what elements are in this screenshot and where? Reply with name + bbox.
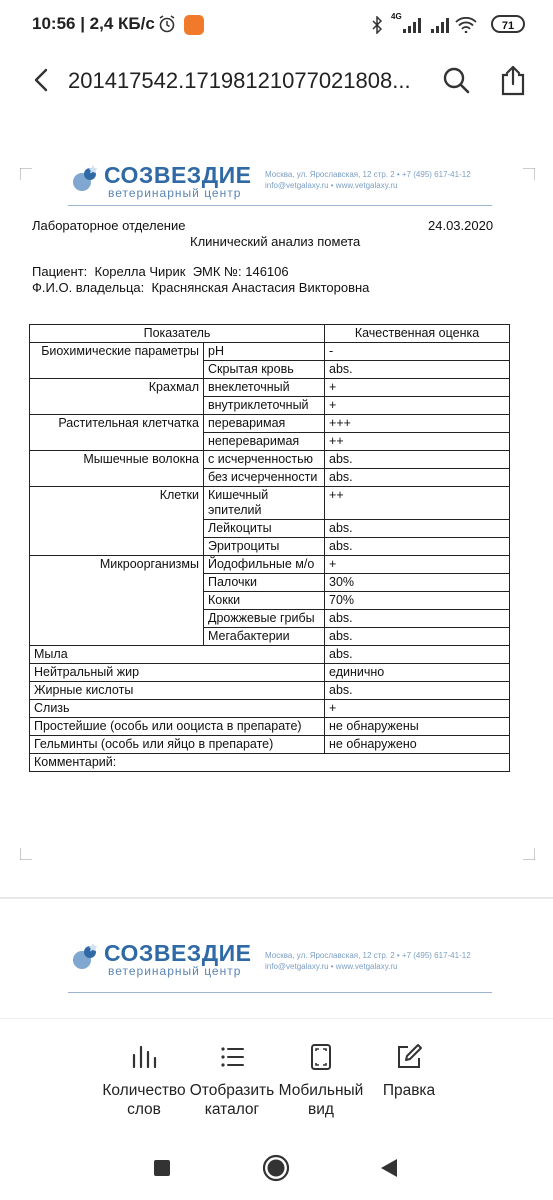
bottom-menu	[0, 1018, 553, 1137]
table-row	[30, 415, 510, 433]
mobile-view-icon	[307, 1043, 335, 1071]
crop-mark-icon	[523, 848, 535, 860]
row-subindicator: внеклеточный	[204, 379, 325, 397]
back-triangle-icon[interactable]	[378, 1157, 400, 1179]
table-row	[30, 451, 510, 469]
mobile-view-label: Мобильный вид	[278, 1082, 364, 1118]
clinic-logo	[68, 162, 258, 202]
clinic-subtitle: ветеринарный центр	[108, 186, 242, 200]
table-row	[30, 700, 510, 718]
table-row	[30, 433, 510, 451]
row-indicator: Мыла	[30, 646, 325, 664]
table-row	[30, 682, 510, 700]
table-row	[30, 538, 510, 556]
search-icon[interactable]	[441, 65, 471, 95]
row-category: Мышечные волокна	[30, 451, 204, 469]
row-category	[30, 361, 204, 379]
status-bar	[0, 0, 553, 50]
row-category: Микроорганизмы	[30, 556, 204, 574]
patient-name: Корелла Чирик	[94, 264, 186, 279]
table-row	[30, 646, 510, 664]
table-row	[30, 556, 510, 574]
row-subindicator: Йодофильные м/о	[204, 556, 325, 574]
row-result: abs.	[325, 520, 510, 538]
row-indicator: Простейшие (особь или ооциста в препарате)	[30, 718, 325, 736]
row-result: abs.	[325, 538, 510, 556]
row-result: единично	[325, 664, 510, 682]
list-icon	[218, 1043, 246, 1071]
table-row	[30, 736, 510, 754]
show-catalog-button[interactable]	[182, 1043, 282, 1119]
row-category	[30, 610, 204, 628]
emk-label: ЭМК №:	[192, 264, 242, 279]
report-date: 24.03.2020	[428, 218, 494, 233]
results-table	[29, 324, 510, 772]
row-result: ++	[325, 487, 510, 520]
department: Лабораторное отделение	[32, 218, 186, 233]
row-result: не обнаружено	[325, 736, 510, 754]
crop-mark-icon	[20, 848, 32, 860]
paw-star-icon	[68, 940, 104, 976]
row-subindicator: Мегабактерии	[204, 628, 325, 646]
row-category: Крахмал	[30, 379, 204, 397]
header-divider	[68, 205, 492, 206]
status-icons	[371, 12, 531, 35]
battery-indicator: 71	[491, 15, 525, 33]
edit-button[interactable]	[359, 1043, 459, 1100]
patient-label: Пациент:	[32, 264, 88, 279]
row-subindicator: без исчерченности	[204, 469, 325, 487]
signal-icon-1	[401, 17, 423, 33]
table-row	[30, 343, 510, 361]
page-separator	[0, 897, 553, 899]
row-category	[30, 574, 204, 592]
table-row	[30, 574, 510, 592]
back-arrow-icon[interactable]	[28, 66, 56, 94]
row-indicator: Жирные кислоты	[30, 682, 325, 700]
row-indicator: Слизь	[30, 700, 325, 718]
network-type: 4G	[391, 12, 402, 21]
row-category	[30, 592, 204, 610]
row-result: +	[325, 379, 510, 397]
system-navigation-bar	[0, 1140, 553, 1200]
table-row	[30, 397, 510, 415]
row-indicator: Нейтральный жир	[30, 664, 325, 682]
document-page-2	[0, 900, 553, 1018]
table-header-row	[30, 325, 510, 343]
row-result: abs.	[325, 646, 510, 664]
edit-icon	[395, 1043, 423, 1071]
row-category	[30, 538, 204, 556]
emk-number: 146106	[245, 264, 289, 279]
mobile-view-button[interactable]	[271, 1043, 371, 1119]
crop-mark-icon	[20, 168, 32, 180]
share-icon[interactable]	[498, 64, 528, 96]
row-category	[30, 397, 204, 415]
table-row	[30, 379, 510, 397]
crop-mark-icon	[523, 168, 535, 180]
row-subindicator: pH	[204, 343, 325, 361]
table-row	[30, 469, 510, 487]
row-result: ++	[325, 433, 510, 451]
edit-label: Правка	[382, 1082, 436, 1099]
row-indicator: Гельминты (особь или яйцо в препарате)	[30, 736, 325, 754]
clinic-logo-page-2	[68, 940, 258, 980]
row-subindicator: переваримая	[204, 415, 325, 433]
row-result: abs.	[325, 361, 510, 379]
column-header-indicator: Показатель	[30, 325, 325, 343]
table-row-comment	[30, 754, 510, 772]
app-notification-icon	[184, 15, 204, 35]
row-result: abs.	[325, 451, 510, 469]
row-subindicator: внутриклеточный	[204, 397, 325, 415]
row-subindicator: Дрожжевые грибы	[204, 610, 325, 628]
owner-name: Краснянская Анастасия Викторовна	[151, 280, 370, 295]
table-row	[30, 610, 510, 628]
signal-icon-2	[429, 17, 451, 33]
table-row	[30, 628, 510, 646]
row-result: +++	[325, 415, 510, 433]
row-result: 70%	[325, 592, 510, 610]
table-row	[30, 592, 510, 610]
owner-label: Ф.И.О. владельца:	[32, 280, 145, 295]
row-result: +	[325, 556, 510, 574]
word-count-button[interactable]	[94, 1043, 194, 1119]
clinic-name: СОЗВЕЗДИЕ	[104, 162, 252, 188]
comment-label: Комментарий:	[30, 754, 510, 772]
word-count-label: Количество слов	[102, 1082, 186, 1118]
owner-line	[32, 280, 369, 295]
row-category: Растительная клетчатка	[30, 415, 204, 433]
patient-line	[32, 264, 289, 279]
row-category	[30, 628, 204, 646]
row-result: -	[325, 343, 510, 361]
row-category: Биохимические параметры	[30, 343, 204, 361]
table-row	[30, 361, 510, 379]
home-icon[interactable]	[262, 1154, 290, 1182]
row-category: Клетки	[30, 487, 204, 520]
paw-star-icon	[68, 162, 104, 198]
show-catalog-label: Отобразить каталог	[189, 1082, 275, 1118]
wifi-icon	[455, 17, 477, 33]
clinic-address: Москва, ул. Ярославская, 12 стр. 2 • +7 (495) 617-41-12	[265, 170, 471, 179]
row-subindicator: Кокки	[204, 592, 325, 610]
clinic-name: СОЗВЕЗДИЕ	[104, 940, 252, 966]
row-category	[30, 469, 204, 487]
alarm-icon	[158, 15, 176, 33]
row-subindicator: непереваримая	[204, 433, 325, 451]
table-row	[30, 520, 510, 538]
clinic-contacts: info@vetgalaxy.ru • www.vetgalaxy.ru	[265, 181, 398, 190]
document-title: 201417542.17198121077021808...	[68, 68, 411, 93]
clinic-contacts: info@vetgalaxy.ru • www.vetgalaxy.ru	[265, 962, 398, 971]
row-result: abs.	[325, 610, 510, 628]
row-subindicator: Скрытая кровь	[204, 361, 325, 379]
row-category	[30, 520, 204, 538]
recent-apps-icon[interactable]	[153, 1159, 171, 1177]
row-subindicator: с исчерченностью	[204, 451, 325, 469]
row-category	[30, 433, 204, 451]
bluetooth-icon	[371, 16, 383, 34]
clinic-subtitle: ветеринарный центр	[108, 964, 242, 978]
row-subindicator: Кишечный эпителий	[204, 487, 325, 520]
status-time-speed: 10:56 | 2,4 КБ/с	[32, 14, 155, 33]
analysis-title: Клинический анализ помета	[190, 234, 361, 249]
table-row	[30, 487, 510, 520]
row-result: +	[325, 700, 510, 718]
row-result: не обнаружены	[325, 718, 510, 736]
top-bar	[0, 50, 553, 112]
table-row	[30, 664, 510, 682]
row-result: abs.	[325, 628, 510, 646]
row-subindicator: Лейкоциты	[204, 520, 325, 538]
row-result: 30%	[325, 574, 510, 592]
clinic-address: Москва, ул. Ярославская, 12 стр. 2 • +7 (495) 617-41-12	[265, 951, 471, 960]
row-result: abs.	[325, 469, 510, 487]
column-header-result: Качественная оценка	[325, 325, 510, 343]
row-result: +	[325, 397, 510, 415]
row-result: abs.	[325, 682, 510, 700]
header-divider	[68, 992, 492, 993]
row-subindicator: Эритроциты	[204, 538, 325, 556]
row-subindicator: Палочки	[204, 574, 325, 592]
table-row	[30, 718, 510, 736]
bar-chart-icon	[130, 1043, 158, 1071]
